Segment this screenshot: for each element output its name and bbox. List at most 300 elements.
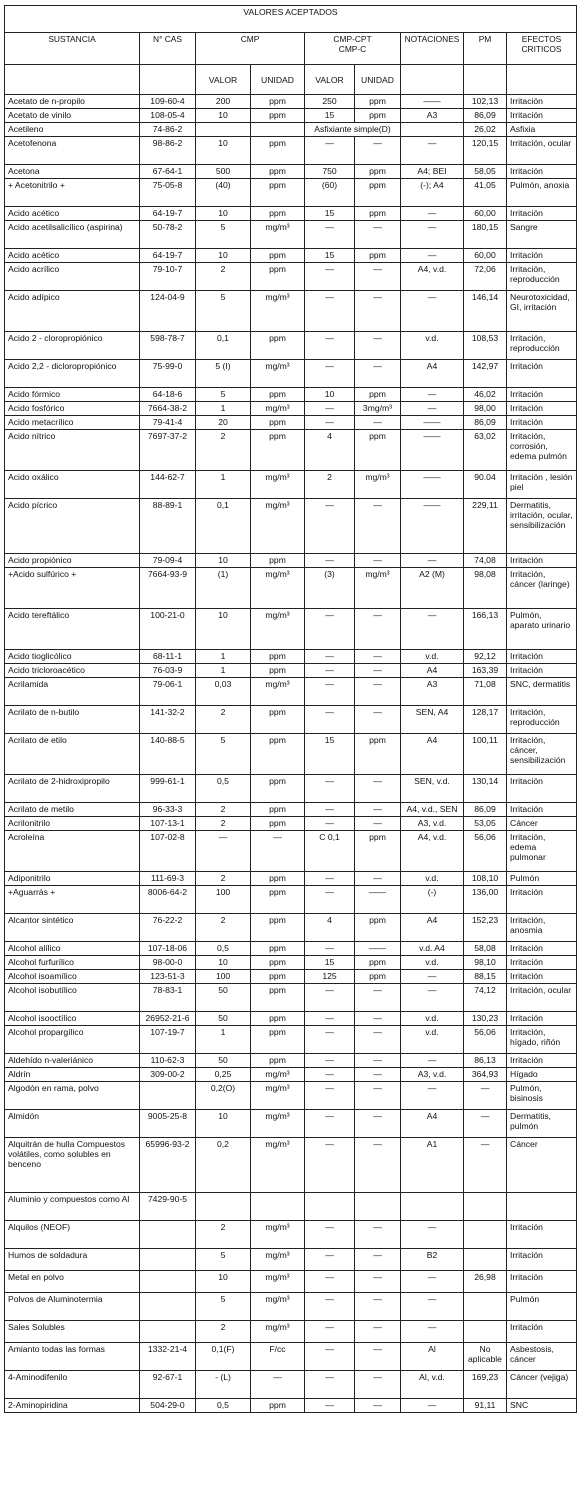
header-sustancia: SUSTANCIA	[5, 33, 140, 65]
cas-cell: 9005-25-8	[140, 1110, 196, 1138]
cmp-cpt-value-cell: —	[305, 609, 355, 650]
cmp-cpt-unit-cell: —	[355, 291, 401, 332]
cmp-cpt-value-cell: 2	[305, 471, 355, 499]
cmp-cpt-unit-cell: —	[355, 1371, 401, 1399]
cmp-unit-cell: ppm	[251, 914, 305, 942]
cmp-value-cell: 50	[196, 1012, 251, 1026]
cmp-value-cell: 1	[196, 650, 251, 664]
cmp-cpt-value-cell: —	[305, 263, 355, 291]
substance-cell: Alcohol isooctílico	[5, 1012, 140, 1026]
cas-cell: 26952-21-6	[140, 1012, 196, 1026]
cmp-cpt-unit-cell: —	[355, 221, 401, 249]
cas-cell: 108-05-4	[140, 109, 196, 123]
notation-cell: Al, v.d.	[401, 1371, 464, 1399]
cmp-cpt-unit-cell: mg/m³	[355, 568, 401, 609]
table-row	[5, 221, 577, 249]
cmp-value-cell: (1)	[196, 568, 251, 609]
cmp-unit-cell: mg/m³	[251, 1221, 305, 1249]
header-cmp: CMP	[196, 33, 305, 65]
cas-cell: 107-13-1	[140, 817, 196, 831]
cmp-value-cell: 5 (I)	[196, 360, 251, 388]
table-row	[5, 471, 577, 499]
effects-cell: Irritación, ocular	[507, 984, 577, 1012]
effects-cell: SNC	[507, 1399, 577, 1413]
effects-cell: Irritación	[507, 886, 577, 914]
pm-cell: No aplicable	[464, 1343, 507, 1371]
table-row	[5, 609, 577, 650]
notation-cell: A4, v.d.	[401, 831, 464, 872]
cmp-cpt-unit-cell: ppm	[355, 430, 401, 471]
cmp-cpt-unit-cell: mg/m³	[355, 471, 401, 499]
substance-cell: Aldrín	[5, 1068, 140, 1082]
cmp-value-cell: 2	[196, 430, 251, 471]
cmp-unit-cell: mg/m³	[251, 609, 305, 650]
substance-cell: Acetofenona	[5, 137, 140, 165]
subheader-unidad-cpt: UNIDAD	[355, 65, 401, 95]
cmp-cpt-value-cell: —	[305, 221, 355, 249]
header-cmp-c-label: CMP-C	[338, 44, 367, 54]
notation-cell: —	[401, 1271, 464, 1293]
cmp-value-cell: 2	[196, 263, 251, 291]
cmp-value-cell: 200	[196, 95, 251, 109]
cas-cell: 79-10-7	[140, 263, 196, 291]
cmp-value-cell: 0,5	[196, 942, 251, 956]
substance-cell: Alcohol alílico	[5, 942, 140, 956]
effects-cell: Sangre	[507, 221, 577, 249]
cmp-cpt-value-cell: —	[305, 1054, 355, 1068]
cmp-cpt-unit-cell: —	[355, 332, 401, 360]
cmp-cpt-unit-cell: —	[355, 499, 401, 554]
cas-cell: 7429-90-5	[140, 1193, 196, 1221]
pm-cell: 86,13	[464, 1054, 507, 1068]
cmp-unit-cell: ppm	[251, 430, 305, 471]
cmp-cpt-unit-cell: —	[355, 1221, 401, 1249]
cmp-cpt-value-cell: 10	[305, 388, 355, 402]
effects-cell: Irritación, hígado, riñón	[507, 1026, 577, 1054]
pm-cell: 100,11	[464, 734, 507, 775]
notation-cell: —	[401, 1054, 464, 1068]
pm-cell	[464, 1193, 507, 1221]
pm-cell: 128,17	[464, 706, 507, 734]
cmp-unit-cell: ppm	[251, 775, 305, 803]
substance-cell: Alcohol isobutílico	[5, 984, 140, 1012]
notation-cell: v.d.	[401, 956, 464, 970]
subheader-unidad: UNIDAD	[251, 65, 305, 95]
cmp-cpt-value-cell: 15	[305, 249, 355, 263]
effects-cell: Irritación, reproducción	[507, 706, 577, 734]
cmp-cpt-value-cell: —	[305, 664, 355, 678]
cmp-cpt-unit-cell: ppm	[355, 207, 401, 221]
notation-cell: —	[401, 1082, 464, 1110]
notation-cell: SEN, A4	[401, 706, 464, 734]
cmp-cpt-value-cell: —	[305, 650, 355, 664]
cmp-cpt-value-cell: C 0,1	[305, 831, 355, 872]
effects-cell: Irritación	[507, 1321, 577, 1343]
cmp-cpt-value-cell: 125	[305, 970, 355, 984]
cas-cell: 50-78-2	[140, 221, 196, 249]
substance-cell: Acrilonitrilo	[5, 817, 140, 831]
cmp-cpt-value-cell: —	[305, 886, 355, 914]
notation-cell: A1	[401, 1138, 464, 1193]
subheader-blank	[401, 65, 464, 95]
table-row	[5, 402, 577, 416]
cmp-unit-cell: mg/m³	[251, 1082, 305, 1110]
pm-cell: 142,97	[464, 360, 507, 388]
subheader-blank	[140, 65, 196, 95]
table-row	[5, 1293, 577, 1321]
cas-cell: 92-67-1	[140, 1371, 196, 1399]
cmp-value-cell: 0,1(F)	[196, 1343, 251, 1371]
header-efectos: EFECTOS CRITICOS	[507, 33, 577, 65]
table-row	[5, 1249, 577, 1271]
notation-cell: —	[401, 402, 464, 416]
substance-cell: Acido acetilsalicílico (aspirina)	[5, 221, 140, 249]
cas-cell: 999-61-1	[140, 775, 196, 803]
cmp-cpt-unit-cell: ppm	[355, 914, 401, 942]
pm-cell: 74,12	[464, 984, 507, 1012]
cmp-unit-cell: mg/m³	[251, 568, 305, 609]
cmp-cpt-value-cell: (3)	[305, 568, 355, 609]
cmp-value-cell: 0,1	[196, 332, 251, 360]
cas-cell: 76-22-2	[140, 914, 196, 942]
notation-cell: A2 (M)	[401, 568, 464, 609]
subheader-blank	[507, 65, 577, 95]
effects-cell: Irritación, corrosión, edema pulmón	[507, 430, 577, 471]
table-row	[5, 1271, 577, 1293]
table-row	[5, 430, 577, 471]
cmp-unit-cell: ppm	[251, 165, 305, 179]
table-row	[5, 291, 577, 332]
cmp-value-cell: 2	[196, 817, 251, 831]
cmp-value-cell: 20	[196, 416, 251, 430]
cmp-unit-cell: ppm	[251, 817, 305, 831]
effects-cell: Irritación, edema pulmonar	[507, 831, 577, 872]
pm-cell	[464, 1321, 507, 1343]
cmp-cpt-value-cell: —	[305, 1110, 355, 1138]
cmp-value-cell: 2	[196, 1321, 251, 1343]
substance-cell: Acido propiónico	[5, 554, 140, 568]
pm-cell: —	[464, 1082, 507, 1110]
cmp-cpt-value-cell: 4	[305, 914, 355, 942]
substance-cell: 2-Aminopiridina	[5, 1399, 140, 1413]
cmp-value-cell	[196, 123, 251, 137]
cmp-value-cell: 1	[196, 664, 251, 678]
cas-cell: 309-00-2	[140, 1068, 196, 1082]
cmp-unit-cell: ppm	[251, 942, 305, 956]
notation-cell: A3, v.d.	[401, 817, 464, 831]
table-row	[5, 1321, 577, 1343]
notation-cell: —	[401, 1321, 464, 1343]
pm-cell: 72,06	[464, 263, 507, 291]
substance-cell: Acrilamida	[5, 678, 140, 706]
notation-cell: (-)	[401, 886, 464, 914]
subheader-valor-cpt: VALOR	[305, 65, 355, 95]
cas-cell	[140, 1271, 196, 1293]
exposure-limits-table	[4, 5, 577, 1413]
cmp-cpt-unit-cell: —	[355, 803, 401, 817]
substance-cell: Sales Solubles	[5, 1321, 140, 1343]
cmp-cpt-unit-cell: —	[355, 984, 401, 1012]
cmp-cpt-value-cell: —	[305, 402, 355, 416]
substance-cell: Acrilato de etilo	[5, 734, 140, 775]
table-row	[5, 817, 577, 831]
cmp-unit-cell: mg/m³	[251, 471, 305, 499]
effects-cell: Irritación, cáncer, sensibilización	[507, 734, 577, 775]
substance-cell: Acido acético	[5, 207, 140, 221]
table-row	[5, 678, 577, 706]
table-row	[5, 914, 577, 942]
cmp-unit-cell: mg/m³	[251, 1110, 305, 1138]
cmp-unit-cell: ppm	[251, 984, 305, 1012]
cas-cell: 107-18-06	[140, 942, 196, 956]
header-cas: N° CAS	[140, 33, 196, 65]
cmp-cpt-value-cell: —	[305, 137, 355, 165]
cmp-value-cell: 5	[196, 388, 251, 402]
cmp-cpt-value-cell: —	[305, 872, 355, 886]
cmp-cpt-unit-cell: —	[355, 137, 401, 165]
cas-cell	[140, 1321, 196, 1343]
table-row	[5, 1012, 577, 1026]
cas-cell	[140, 1082, 196, 1110]
pm-cell: 98,00	[464, 402, 507, 416]
cas-cell	[140, 1221, 196, 1249]
cmp-cpt-value-cell: 750	[305, 165, 355, 179]
cmp-unit-cell: ppm	[251, 137, 305, 165]
pm-cell: 229,11	[464, 499, 507, 554]
cmp-value-cell: 500	[196, 165, 251, 179]
cmp-unit-cell: ppm	[251, 179, 305, 207]
substance-cell: Acido tricloroacético	[5, 664, 140, 678]
substance-cell: +Acido sulfúrico +	[5, 568, 140, 609]
cmp-value-cell: 0,1	[196, 499, 251, 554]
cas-cell: 107-02-8	[140, 831, 196, 872]
cmp-cpt-unit-cell: ppm	[355, 249, 401, 263]
table-row	[5, 734, 577, 775]
substance-cell: Acido acético	[5, 249, 140, 263]
pm-cell: 108,53	[464, 332, 507, 360]
cmp-cpt-value-cell: —	[305, 554, 355, 568]
cmp-cpt-unit-cell: —	[355, 1271, 401, 1293]
cas-cell: 144-62-7	[140, 471, 196, 499]
cas-cell: 96-33-3	[140, 803, 196, 817]
substance-cell: Acido fórmico	[5, 388, 140, 402]
notation-cell: Al	[401, 1343, 464, 1371]
effects-cell: Irritación	[507, 775, 577, 803]
effects-cell: Irritación	[507, 1271, 577, 1293]
cmp-cpt-unit-cell: —	[355, 1321, 401, 1343]
table-body	[5, 95, 577, 1413]
cmp-unit-cell: ppm	[251, 650, 305, 664]
effects-cell: Cáncer	[507, 817, 577, 831]
cmp-cpt-value-cell: —	[305, 499, 355, 554]
cmp-value-cell: 5	[196, 221, 251, 249]
cmp-cpt-unit-cell: —	[355, 1249, 401, 1271]
cas-cell: 98-00-0	[140, 956, 196, 970]
notation-cell: v.d.	[401, 1026, 464, 1054]
cas-cell: 74-86-2	[140, 123, 196, 137]
header-notaciones: NOTACIONES	[401, 33, 464, 65]
table-row	[5, 664, 577, 678]
pm-cell: 60,00	[464, 207, 507, 221]
notation-cell: A4, v.d.	[401, 263, 464, 291]
cas-cell: 78-83-1	[140, 984, 196, 1012]
cmp-unit-cell: mg/m³	[251, 1321, 305, 1343]
cas-cell: 68-11-1	[140, 650, 196, 664]
cmp-value-cell: 10	[196, 609, 251, 650]
pm-cell: —	[464, 1138, 507, 1193]
cmp-cpt-value-cell: —	[305, 1012, 355, 1026]
table-row	[5, 95, 577, 109]
cas-cell: 1332-21-4	[140, 1343, 196, 1371]
substance-cell: Acido acrílico	[5, 263, 140, 291]
cmp-cpt-value-cell: —	[305, 1026, 355, 1054]
cmp-unit-cell: ppm	[251, 332, 305, 360]
cmp-unit-cell: ppm	[251, 956, 305, 970]
cmp-unit-cell: mg/m³	[251, 1138, 305, 1193]
cmp-cpt-value-cell: 15	[305, 109, 355, 123]
effects-cell: Irritación	[507, 360, 577, 388]
subheader-blank	[464, 65, 507, 95]
cmp-value-cell: 50	[196, 984, 251, 1012]
cmp-unit-cell: ppm	[251, 706, 305, 734]
pm-cell: 102,13	[464, 95, 507, 109]
substance-cell: Acido nítrico	[5, 430, 140, 471]
table-row	[5, 650, 577, 664]
cmp-value-cell: (40)	[196, 179, 251, 207]
cmp-cpt-unit-cell: 3mg/m³	[355, 402, 401, 416]
header-pm: PM	[464, 33, 507, 65]
substance-cell: Acido tioglicólico	[5, 650, 140, 664]
notation-cell	[401, 123, 464, 137]
substance-cell: Almidón	[5, 1110, 140, 1138]
cmp-value-cell: 10	[196, 207, 251, 221]
cas-cell: 123-51-3	[140, 970, 196, 984]
cmp-cpt-unit-cell: ppm	[355, 831, 401, 872]
pm-cell: 108,10	[464, 872, 507, 886]
cmp-value-cell: 2	[196, 872, 251, 886]
cas-cell: 7664-38-2	[140, 402, 196, 416]
cmp-value-cell: 5	[196, 734, 251, 775]
cmp-cpt-unit-cell: ppm	[355, 388, 401, 402]
cmp-value-cell: 10	[196, 1110, 251, 1138]
cmp-unit-cell: mg/m³	[251, 1293, 305, 1321]
effects-cell: Irritación	[507, 970, 577, 984]
table-row	[5, 886, 577, 914]
cmp-unit-cell: ppm	[251, 95, 305, 109]
notation-cell: —	[401, 609, 464, 650]
cas-cell: 100-21-0	[140, 609, 196, 650]
cmp-cpt-unit-cell: —	[355, 678, 401, 706]
cmp-unit-cell: ppm	[251, 872, 305, 886]
notation-cell: —	[401, 1399, 464, 1413]
cas-cell: 76-03-9	[140, 664, 196, 678]
pm-cell: 98,08	[464, 568, 507, 609]
substance-cell: Acido fosfórico	[5, 402, 140, 416]
effects-cell: Cáncer	[507, 1138, 577, 1193]
cmp-cpt-value-cell: —	[305, 1082, 355, 1110]
notation-cell: —	[401, 388, 464, 402]
pm-cell: 46,02	[464, 388, 507, 402]
notation-cell: —	[401, 221, 464, 249]
cas-cell: 8006-64-2	[140, 886, 196, 914]
cmp-cpt-value-cell: —	[305, 1221, 355, 1249]
notation-cell: A4	[401, 734, 464, 775]
notation-cell: —	[401, 970, 464, 984]
substance-cell: Amianto todas las formas	[5, 1343, 140, 1371]
table-row	[5, 1026, 577, 1054]
effects-cell: Irritación	[507, 1221, 577, 1249]
cmp-cpt-value-cell: 4	[305, 430, 355, 471]
cas-cell: 111-69-3	[140, 872, 196, 886]
cas-cell: 64-18-6	[140, 388, 196, 402]
substance-cell: Acetato de vinilo	[5, 109, 140, 123]
notation-cell: —	[401, 137, 464, 165]
substance-cell: Acrilato de 2-hidroxipropilo	[5, 775, 140, 803]
pm-cell: 180,15	[464, 221, 507, 249]
table-row	[5, 1371, 577, 1399]
cas-cell: 598-78-7	[140, 332, 196, 360]
cmp-value-cell: 10	[196, 1271, 251, 1293]
subheader-valor: VALOR	[196, 65, 251, 95]
cmp-value-cell: 100	[196, 970, 251, 984]
cmp-cpt-value-cell	[305, 1193, 355, 1221]
cmp-unit-cell: ppm	[251, 263, 305, 291]
effects-cell: Irritación	[507, 1012, 577, 1026]
cmp-value-cell: - (L)	[196, 1371, 251, 1399]
cmp-cpt-unit-cell: —	[355, 1138, 401, 1193]
notation-cell: A4; BEI	[401, 165, 464, 179]
cmp-cpt-value-cell: —	[305, 1249, 355, 1271]
substance-cell: Polvos de Aluminotermia	[5, 1293, 140, 1321]
substance-cell: Acido 2,2 - dicloropropiónico	[5, 360, 140, 388]
effects-cell: Irritación	[507, 803, 577, 817]
cmp-cpt-value-cell: —	[305, 1293, 355, 1321]
cmp-cpt-unit-cell: —	[355, 706, 401, 734]
table-row	[5, 249, 577, 263]
notation-cell: v.d.	[401, 332, 464, 360]
pm-cell: 56,06	[464, 1026, 507, 1054]
cmp-cpt-unit-cell: —	[355, 1012, 401, 1026]
notation-cell: v.d.	[401, 872, 464, 886]
substance-cell: Acetato de n-propilo	[5, 95, 140, 109]
cas-cell: 109-60-4	[140, 95, 196, 109]
cas-cell	[140, 1293, 196, 1321]
notation-cell: A3	[401, 109, 464, 123]
substance-cell: Acido oxálico	[5, 471, 140, 499]
effects-cell	[507, 1193, 577, 1221]
cmp-cpt-unit-cell: ppm	[355, 179, 401, 207]
cmp-cpt-unit-cell: ppm	[355, 970, 401, 984]
effects-cell: Hígado	[507, 1068, 577, 1082]
cmp-cpt-unit-cell: —	[355, 1054, 401, 1068]
cmp-cpt-value-cell: 15	[305, 956, 355, 970]
cmp-cpt-value-cell: —	[305, 775, 355, 803]
table-row	[5, 1138, 577, 1193]
cmp-cpt-value-cell: 15	[305, 207, 355, 221]
cmp-cpt-value-cell: —	[305, 291, 355, 332]
notation-cell: —	[401, 984, 464, 1012]
cmp-cpt-value-cell: —	[305, 817, 355, 831]
table-row	[5, 568, 577, 609]
pm-cell: 53,05	[464, 817, 507, 831]
table-row	[5, 207, 577, 221]
effects-cell: Irritación	[507, 95, 577, 109]
table-row	[5, 1343, 577, 1371]
cmp-cpt-unit-cell: —	[355, 817, 401, 831]
cas-cell: 65996-93-2	[140, 1138, 196, 1193]
cas-cell: 107-19-7	[140, 1026, 196, 1054]
table-row	[5, 263, 577, 291]
